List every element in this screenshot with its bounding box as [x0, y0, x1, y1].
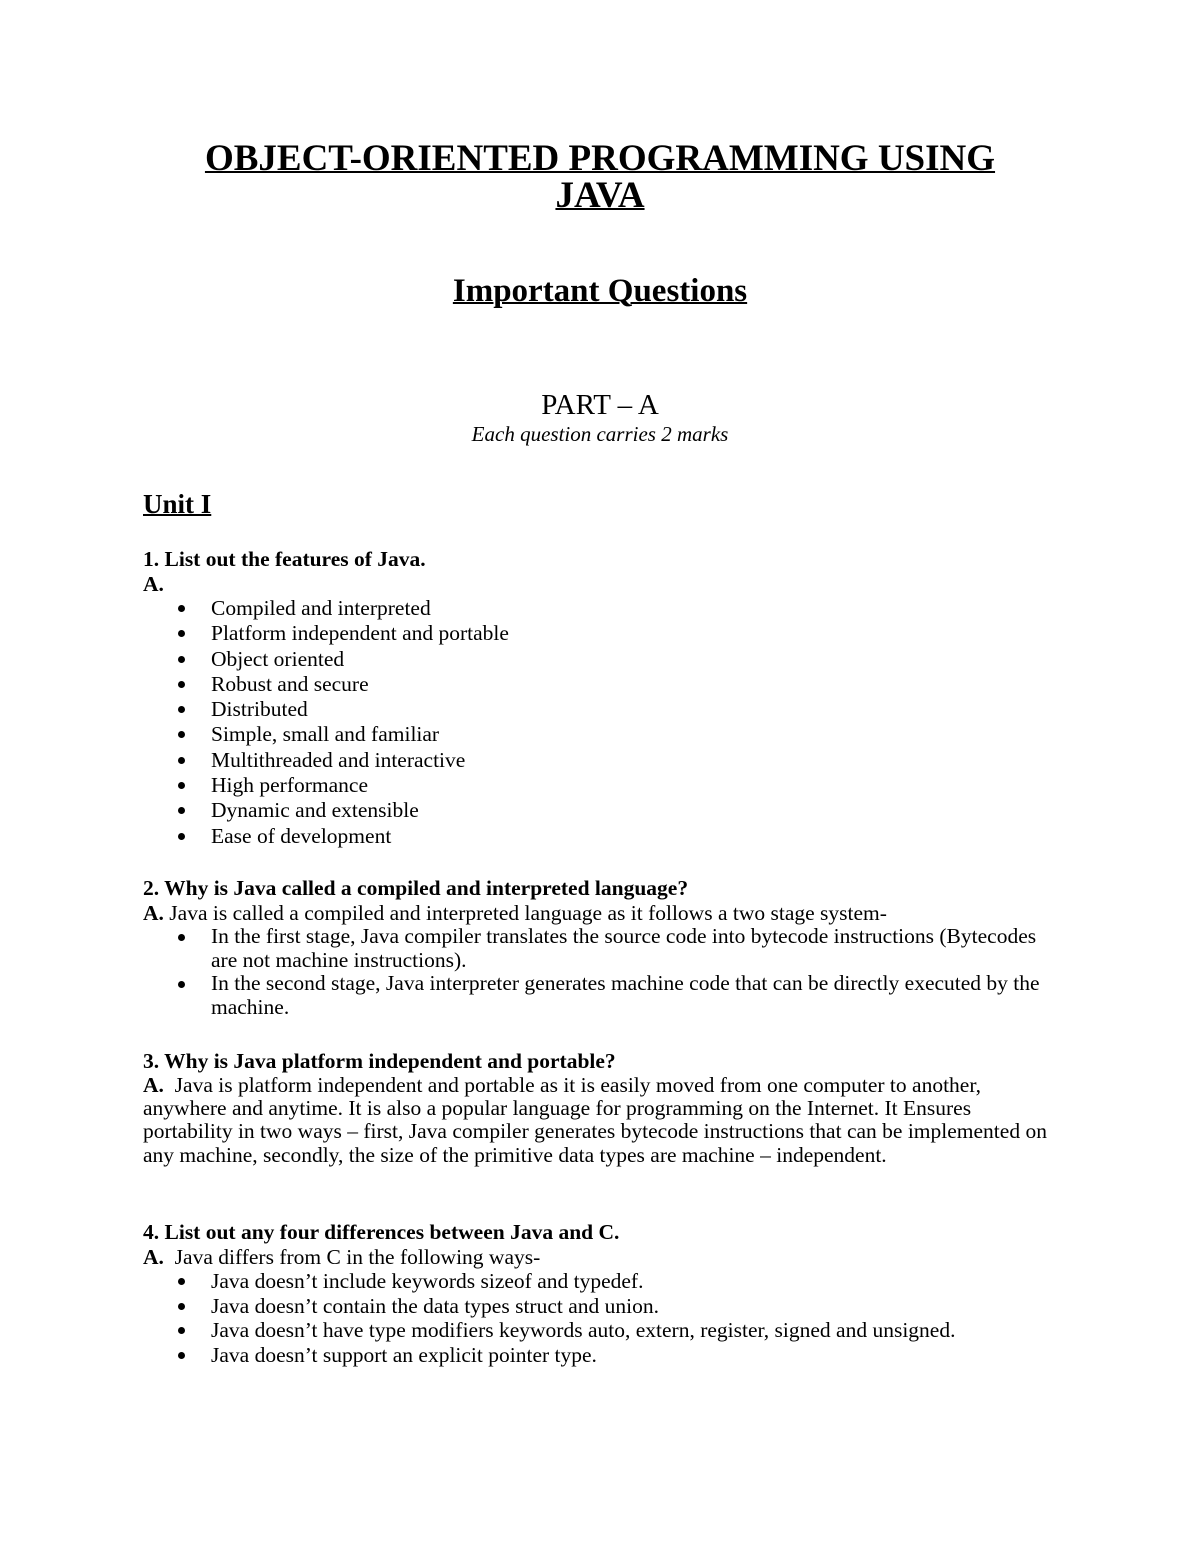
answer-paragraph [143, 1074, 1063, 1168]
list-item-text: Java doesn’t include keywords sizeof and typedef. [211, 1269, 644, 1293]
bullet-icon [178, 807, 185, 814]
question-text: 2. Why is Java called a compiled and interpreted language? [143, 876, 689, 900]
bullet-icon [178, 1352, 185, 1359]
list-item [211, 1294, 1063, 1319]
document-subtitle [150, 273, 1050, 309]
list-item-text: Robust and secure [211, 671, 369, 696]
question-block-2 [143, 876, 1063, 1019]
part-heading: PART – A [541, 389, 659, 421]
list-item [211, 1318, 1063, 1343]
bullet-icon [178, 656, 185, 663]
answer-line [143, 1245, 1063, 1270]
list-item-text: Java doesn’t contain the data types struct and union. [211, 1293, 660, 1318]
answer-line [143, 901, 1063, 926]
bullet-icon [178, 782, 185, 789]
list-item-text: Distributed [211, 697, 308, 722]
answer-bullet-list [143, 925, 1063, 1019]
unit-heading-text: Unit I [143, 489, 212, 519]
answer-bullet-list [143, 1269, 1063, 1367]
answer-text: Java is platform independent and portable as it is easily moved from one computer to another, anywhere and anytime. It is also a popular language for programming on the Internet. It Ensures portability in two ways – first, Java compiler generates bytecode instructions that can be implemented on any machine, secondly, the size of the primitive data types are machine – independent. [143, 1072, 1053, 1167]
list-item [211, 672, 1063, 697]
list-item-text: Multithreaded and interactive [211, 747, 466, 772]
answer-bullet-list [143, 596, 1063, 849]
list-item-text: Java doesn’t have type modifiers keywords auto, extern, register, signed and unsigned. [211, 1318, 956, 1342]
question-text: 4. List out any four differences between Java and C. [143, 1220, 620, 1244]
question-block-1 [143, 547, 1063, 849]
list-item-text: High performance [211, 773, 368, 798]
bullet-icon [178, 630, 185, 637]
list-item-text: Dynamic and extensible [211, 798, 419, 823]
bullet-icon [178, 1303, 185, 1310]
list-item [211, 647, 1063, 672]
list-item-text: Ease of development [211, 823, 392, 848]
list-item-text: Simple, small and familiar [211, 722, 440, 747]
list-item-text: Platform independent and portable [211, 621, 509, 646]
question-block-3 [143, 1049, 1063, 1167]
bullet-icon [178, 833, 185, 840]
question-text: 1. List out the features of Java. [143, 547, 426, 571]
list-item-text: Object oriented [211, 646, 345, 671]
list-item [211, 1343, 1063, 1368]
bullet-icon [178, 1327, 185, 1334]
list-item [211, 925, 1063, 972]
list-item [211, 596, 1063, 621]
unit-heading [143, 489, 211, 519]
answer-text: Java is called a compiled and interpreted language as it follows a two stage system- [163, 900, 887, 925]
bullet-icon [178, 934, 185, 941]
subtitle-text: Important Questions [452, 273, 748, 309]
answer-label: A. [143, 900, 164, 925]
answer-label: A. [143, 571, 164, 596]
answer-label: A. [143, 1072, 164, 1097]
question-text: 3. Why is Java platform independent and portable? [143, 1049, 616, 1073]
list-item-text: In the first stage, Java compiler translates the source code into bytecode instructions (Bytecodes are not machine instructions). [211, 924, 1037, 972]
answer-line [143, 572, 1063, 597]
list-item [211, 972, 1063, 1019]
answer-text: Java differs from C in the following ways- [163, 1244, 541, 1269]
document-title-line-2: JAVA [555, 175, 645, 216]
bullet-icon [178, 757, 185, 764]
bullet-icon [178, 731, 185, 738]
bullet-icon [178, 706, 185, 713]
list-item [211, 798, 1063, 823]
list-item [211, 722, 1063, 747]
list-item-text: Compiled and interpreted [211, 596, 431, 620]
bullet-icon [178, 981, 185, 988]
list-item [211, 773, 1063, 798]
bullet-icon [178, 681, 185, 688]
list-item-text: Java doesn’t support an explicit pointer type. [211, 1342, 597, 1367]
list-item [211, 621, 1063, 646]
bullet-icon [178, 605, 185, 612]
document-title-line-1: OBJECT-ORIENTED PROGRAMMING USING [204, 138, 996, 179]
part-marks-note: Each question carries 2 marks [471, 422, 729, 446]
list-item [211, 824, 1063, 849]
answer-label: A. [143, 1244, 164, 1269]
list-item [211, 748, 1063, 773]
list-item-text: In the second stage, Java interpreter generates machine code that can be directly executed by the machine. [211, 971, 1040, 1019]
list-item [211, 1269, 1063, 1294]
document-title [150, 140, 1050, 214]
list-item [211, 697, 1063, 722]
bullet-icon [178, 1278, 185, 1285]
question-block-4 [143, 1220, 1063, 1367]
